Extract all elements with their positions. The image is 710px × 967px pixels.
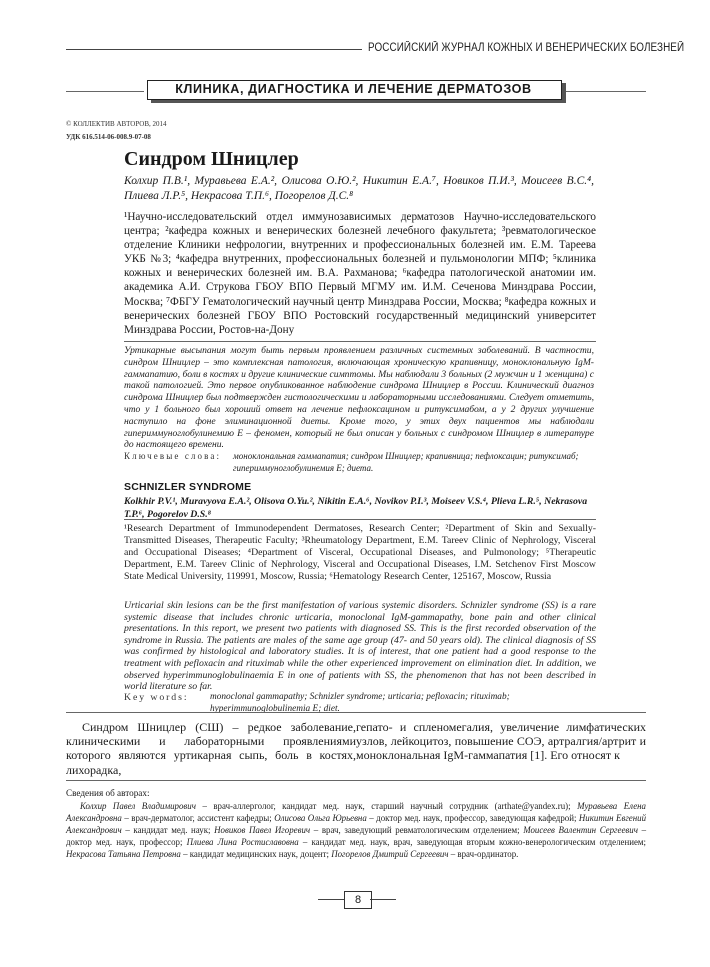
author-notes xyxy=(66,800,646,860)
note-desc-9: – врач-ординатор. xyxy=(448,849,519,860)
note-name-4: Никитин Евгений Александрович xyxy=(66,813,647,836)
article-title: Синдром Шницлер xyxy=(124,148,299,170)
keywords-ru-label: Ключевые слова: xyxy=(124,451,222,461)
note-desc-3: – доктор мед. наук, профессор, заведующая кафедрой; xyxy=(366,813,579,824)
note-name-7: Плиева Лина Ростиславовна xyxy=(186,837,299,848)
udk-code: УДК 616.514-06-008.9-07-08 xyxy=(66,133,151,141)
abstract-ru: Уртикарные высыпания могут быть первым проявлением различных системных заболеваний. В частности, синдром Шницлер – это комплексная патология, включающая хроническую крапивницу, моноклональную IgM-гаммапатию, боли в костях и другие клинические симптомы. Мы наблюдали 3 больных (2 мужчин и 1 женщина) с такой патологией. Это первое опубликованное наблюдение синдрома Шницлер в России. Клинический диагноз синдрома Шницлер был подтвержден гистологическими и лабораторными исследованиями. Следует отметить, что у 1 больного был хороший ответ на лечение пефлоксацином и ритуксимабом, а у 2 других улучшение наступило на фоне элиминационной диеты. Кроме того, у этих двух пациентов мы наблюдали гипериммуноглобулинемию Е – феномен, который не был описан у больных с синдромом Шницлер в литературе до настоящего времени. xyxy=(124,345,594,451)
note-desc-5: – врач, заведующий ревматологическим отделением; xyxy=(310,825,524,836)
affiliations-ru: ¹Научно-исследовательский отдел иммунозависимых дерматозов Научно-исследовательского центра; ²кафедра кожных и венерических болезней лечебного факультета; ³ревматологическое отделение Клиники нефрологии, внутренних и профессиональных болезней им. Е.М. Тареева УКБ №3; ⁴кафедра внутренних, профессиональных болезней и пульмонологии МПФ; ⁵клиника кожных и венерических болезней им. В.А. Рахманова; ⁶кафедра патологической анатомии им. академика А.И. Струкова ГБОУ ВПО Первый МГМУ им. И.М. Сеченова Минздрава России, Москва; ⁷ФБГУ Гематологический научный центр Минздрава России, Москва; ⁸кафедра кожных и венерических болезней ГБОУ ВПО Ростовский государственный медицинский университет Минздрава России, Ростов-на-Дону xyxy=(124,211,596,336)
note-name-5: Новиков Павел Игоревич xyxy=(214,825,311,836)
affiliations-en-rule xyxy=(124,519,596,520)
section-rule-left xyxy=(66,91,144,92)
note-desc-8: – кандидат медицинских наук, доцент; xyxy=(180,849,332,860)
copyright: © КОЛЛЕКТИВ АВТОРОВ, 2014 xyxy=(66,120,167,128)
page-number-rule-right xyxy=(370,899,396,900)
note-name-9: Погорелов Дмитрий Сергеевич xyxy=(331,849,449,860)
note-name-1: Колхир Павел Владимирович xyxy=(80,801,196,811)
header-rule xyxy=(66,49,362,50)
note-desc-7: – кандидат мед. наук, врач, заведующая вторым кожно-венерологическим отделением; xyxy=(298,837,646,848)
page-number-rule-left xyxy=(318,899,344,900)
keywords-en-label: Key words: xyxy=(124,692,189,703)
note-desc-1: – врач-аллерголог, кандидат мед. наук, старший научный сотрудник (arthate@yandex.ru); xyxy=(195,801,578,811)
note-name-8: Некрасова Татьяна Петровна xyxy=(66,849,181,860)
authors-en: Kolkhir P.V.¹, Muravyova E.A.², Olisova O.Yu.², Nikitin E.A.⁶, Novikov P.I.³, Moiseev V.S.⁴, Plieva L.R.⁵, Nekrasova T.P.⁶, Pogorelov D.S.⁸ xyxy=(124,496,588,520)
abstract-ru-rule xyxy=(124,341,596,342)
journal-title: РОССИЙСКИЙ ЖУРНАЛ КОЖНЫХ И ВЕНЕРИЧЕСКИХ БОЛЕЗНЕЙ xyxy=(368,42,685,54)
affiliations-en: ¹Research Department of Immunodependent Dermatoses, Research Center; ²Department of Skin and Sexually-Transmitted Diseases, Therapeutic Faculty; ³Rheumatology Department, E.M. Tareev Clinic of Nephrology, Visceral and Occupational Diseases; ⁴Department of Visceral, Occupational Diseases, and Pulmonology; ⁵Therapeutic Department, E.M. Tareev Clinic of Nephrology, Visceral and Occupational Diseases, I.M. Setchenov First Moscow State Medical University, 119991, Moscow, Russia; ⁶Hematology Research Center, 125167, Moscow, Russia xyxy=(124,523,596,582)
keywords-ru: моноклональная гаммапатия; синдром Шницлер; крапивница; пефлоксацин; ритуксимаб; гипериммуноглобулинемия Е; диета. xyxy=(233,451,579,473)
page-number: 8 xyxy=(344,891,372,909)
note-name-6: Моисеев Валентин Сергеевич xyxy=(523,825,638,836)
abstract-en: Urticarial skin lesions can be the first manifestation of various systemic disorders. Schnizler syndrome (SS) is a rare systemic disease that includes chronic urticaria, monoclonal IgM-gammapathy, bone pain and other clinical presentations. In this report, we present two patients with diagnosed SS. This is the first recorded observation of the syndrome in Russia. The patients are males of the same age group (47- and 50 years old). The clinical diagnosis of SS was confirmed by histological and laboratory studies. It is of interest, that one patient had a good response to the treatment with pefloxacin and rituximab while the other experienced improvement on elimination diet. In addition, we observed hyperimmunoglobulinaemia E in one of patients with SS, the phenomenon that has not been described in world literature so far. xyxy=(124,600,596,693)
note-desc-6: – доктор мед. наук, профессор; xyxy=(66,825,646,848)
keywords-en: monoclonal gammapathy; Schnizler syndrome; urticaria; pefloxacin; rituximab; hyperimmunoglobulinemia E; diet. xyxy=(210,692,510,714)
note-name-3: Олисова Ольга Юрьевна xyxy=(274,813,367,824)
authors-ru: Колхир П.В.¹, Муравьева Е.А.², Олисова О.Ю.², Никитин Е.А.⁷, Новиков П.И.³, Моисеев В.С.⁴, Плиева Л.Р.⁵, Некрасова Т.П.⁶, Погорелов Д.С.⁸ xyxy=(124,175,594,202)
note-desc-2: – врач-дерматолог, ассистент кафедры; xyxy=(121,813,275,824)
notes-rule xyxy=(66,780,646,781)
body-rule xyxy=(66,712,646,713)
section-rule-right xyxy=(566,91,646,92)
article-title-en: SCHNIZLER SYNDROME xyxy=(124,481,252,493)
body-column-1: Синдром Шницлер (СШ) – редкое заболевание, клиническими и лабораторными проявлениями которого являются уртикарная сыпь, боль в костях, лихорадка, xyxy=(66,720,356,777)
note-name-2: Муравьева Елена Александровна xyxy=(66,801,646,824)
note-desc-4: – кандидат мед. наук; xyxy=(121,825,215,836)
notes-heading: Сведения об авторах: xyxy=(66,788,150,798)
section-title: КЛИНИКА, ДИАГНОСТИКА И ЛЕЧЕНИЕ ДЕРМАТОЗОВ xyxy=(175,82,532,96)
body-column-2: гепато- и спленомегалия, увеличение лимфатических узлов, лейкоцитоз, повышение СОЭ, артралгия/артрит и моноклональная IgM-гаммапатия [1]. Его относят к xyxy=(356,720,646,763)
